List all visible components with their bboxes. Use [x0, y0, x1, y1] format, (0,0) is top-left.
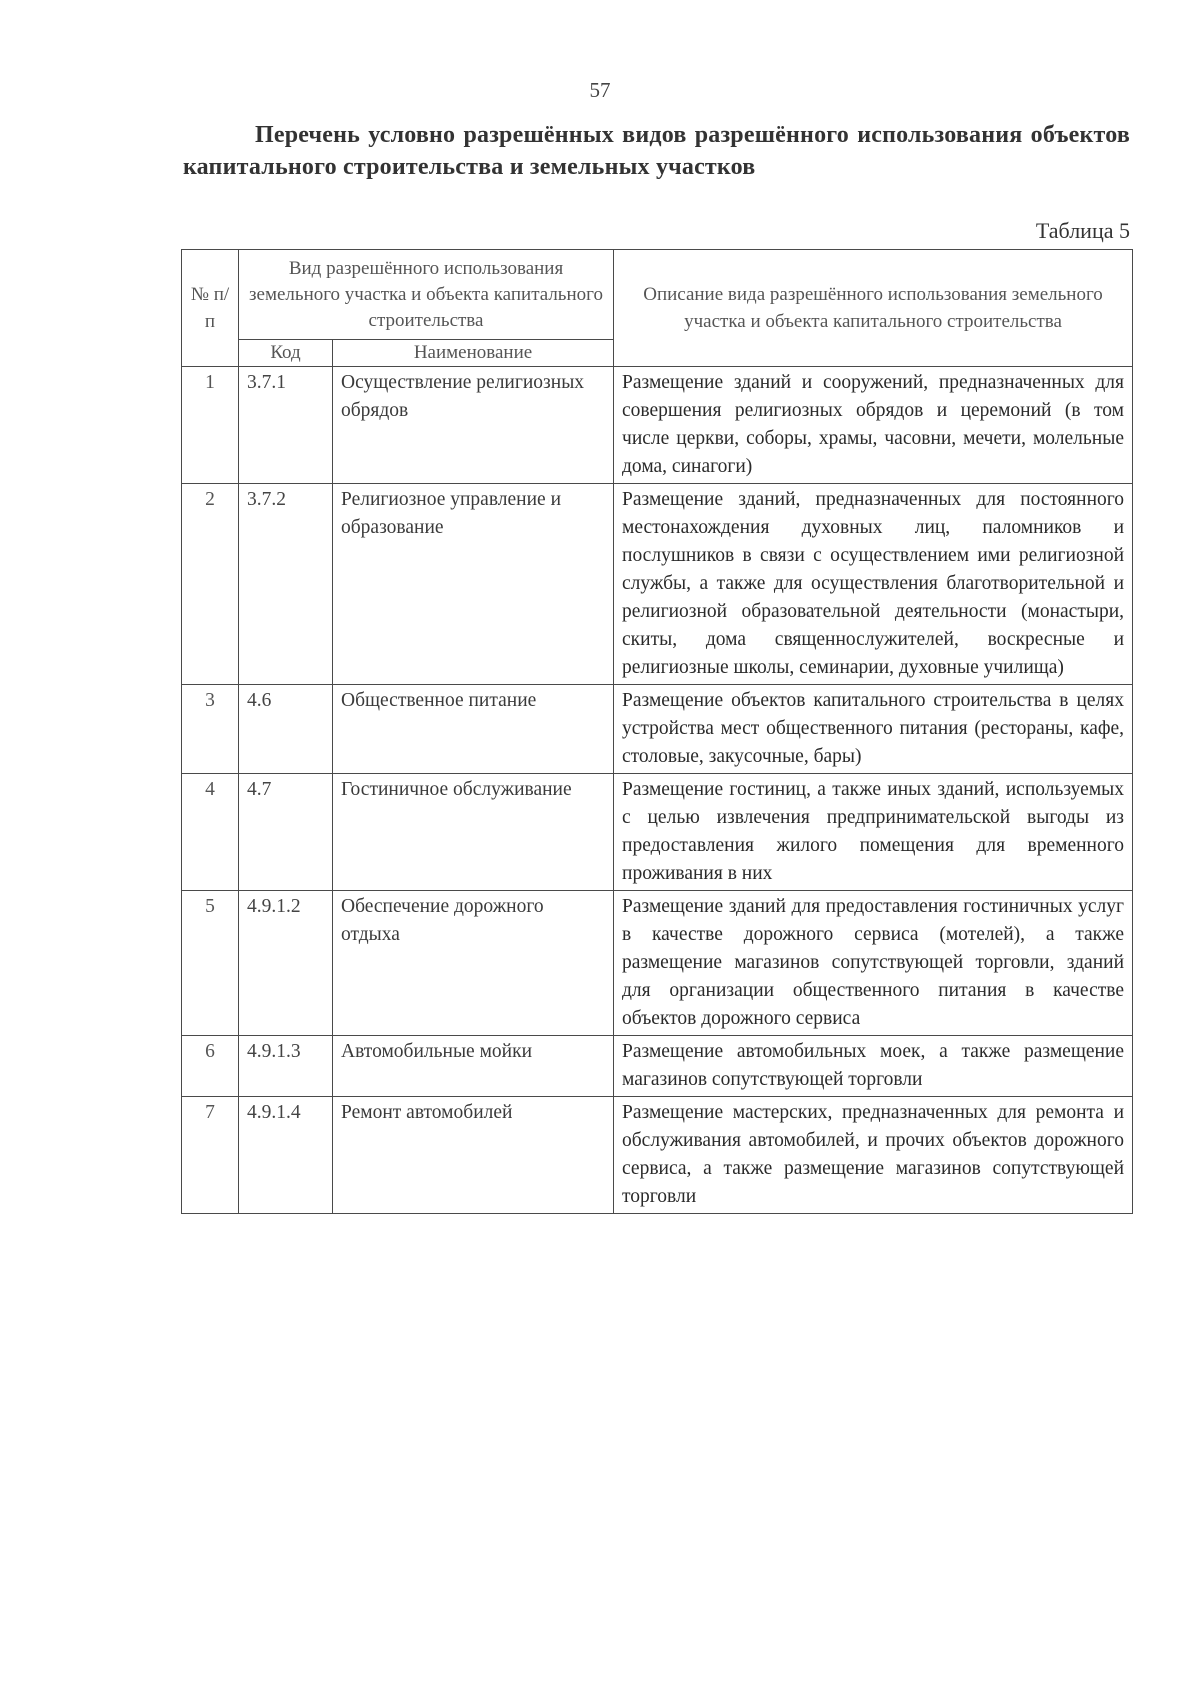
table-row	[182, 774, 1133, 891]
table-row	[182, 1036, 1133, 1097]
header-description: Описание вида разрешённого использования земельного участка и объекта капитального строительства	[614, 250, 1133, 367]
page-number: 57	[589, 78, 611, 102]
header-code: Код	[239, 340, 333, 367]
row-description: Размещение зданий для предоставления гостиничных услуг в качестве дорожного сервиса (мотелей), а также размещение магазинов сопутствующей торговли, зданий для организации общественного питания в качестве объектов дорожного сервиса	[614, 891, 1133, 1036]
table-row	[182, 484, 1133, 685]
row-number: 1	[182, 367, 239, 484]
row-description: Размещение зданий и сооружений, предназначенных для совершения религиозных обрядов и церемоний (в том числе церкви, соборы, храмы, часовни, мечети, молельные дома, синагоги)	[614, 367, 1133, 484]
row-number: 7	[182, 1097, 239, 1214]
row-name: Общественное питание	[333, 685, 614, 774]
header-use-type-group: Вид разрешённого использования земельного участка и объекта капитального строительства	[239, 250, 614, 340]
row-number: 5	[182, 891, 239, 1036]
row-number: 3	[182, 685, 239, 774]
row-code: 4.9.1.4	[239, 1097, 333, 1214]
table-row	[182, 685, 1133, 774]
table-row	[182, 1097, 1133, 1214]
row-code: 3.7.1	[239, 367, 333, 484]
row-description: Размещение мастерских, предназначенных для ремонта и обслуживания автомобилей, и прочих объектов дорожного сервиса, а также размещение магазинов сопутствующей торговли	[614, 1097, 1133, 1214]
table-caption: Таблица 5	[1035, 218, 1130, 243]
row-description: Размещение автомобильных моек, а также размещение магазинов сопутствующей торговли	[614, 1036, 1133, 1097]
table-row	[182, 367, 1133, 484]
header-number: № п/п	[182, 250, 239, 367]
table-header	[182, 250, 1133, 367]
row-code: 4.9.1.2	[239, 891, 333, 1036]
row-name: Автомобильные мойки	[333, 1036, 614, 1097]
row-description: Размещение объектов капитального строительства в целях устройства мест общественного питания (рестораны, кафе, столовые, закусочные, бары)	[614, 685, 1133, 774]
row-number: 6	[182, 1036, 239, 1097]
row-name: Гостиничное обслуживание	[333, 774, 614, 891]
row-name: Обеспечение дорожного отдыха	[333, 891, 614, 1036]
row-code: 3.7.2	[239, 484, 333, 685]
table-row	[182, 891, 1133, 1036]
row-code: 4.6	[239, 685, 333, 774]
document-title: Перечень условно разрешённых видов разрешённого использования объектов капитального строительства и земельных участков	[183, 122, 1130, 180]
row-name: Религиозное управление и образование	[333, 484, 614, 685]
row-number: 4	[182, 774, 239, 891]
row-name: Ремонт автомобилей	[333, 1097, 614, 1214]
row-name: Осуществление религиозных обрядов	[333, 367, 614, 484]
row-code: 4.9.1.3	[239, 1036, 333, 1097]
row-code: 4.7	[239, 774, 333, 891]
header-name: Наименование	[333, 340, 614, 367]
row-description: Размещение зданий, предназначенных для постоянного местонахождения духовных лиц, паломников и послушников в связи с осуществлением ими религиозной службы, а также для осуществления благотворительной и религиозной образовательной деятельности (монастыри, скиты, дома священнослужителей, воскресные и религиозные школы, семинарии, духовные училища)	[614, 484, 1133, 685]
row-number: 2	[182, 484, 239, 685]
permitted-use-table	[181, 249, 1133, 1214]
row-description: Размещение гостиниц, а также иных зданий, используемых с целью извлечения предпринимательской выгоды из предоставления жилого помещения для временного проживания в них	[614, 774, 1133, 891]
